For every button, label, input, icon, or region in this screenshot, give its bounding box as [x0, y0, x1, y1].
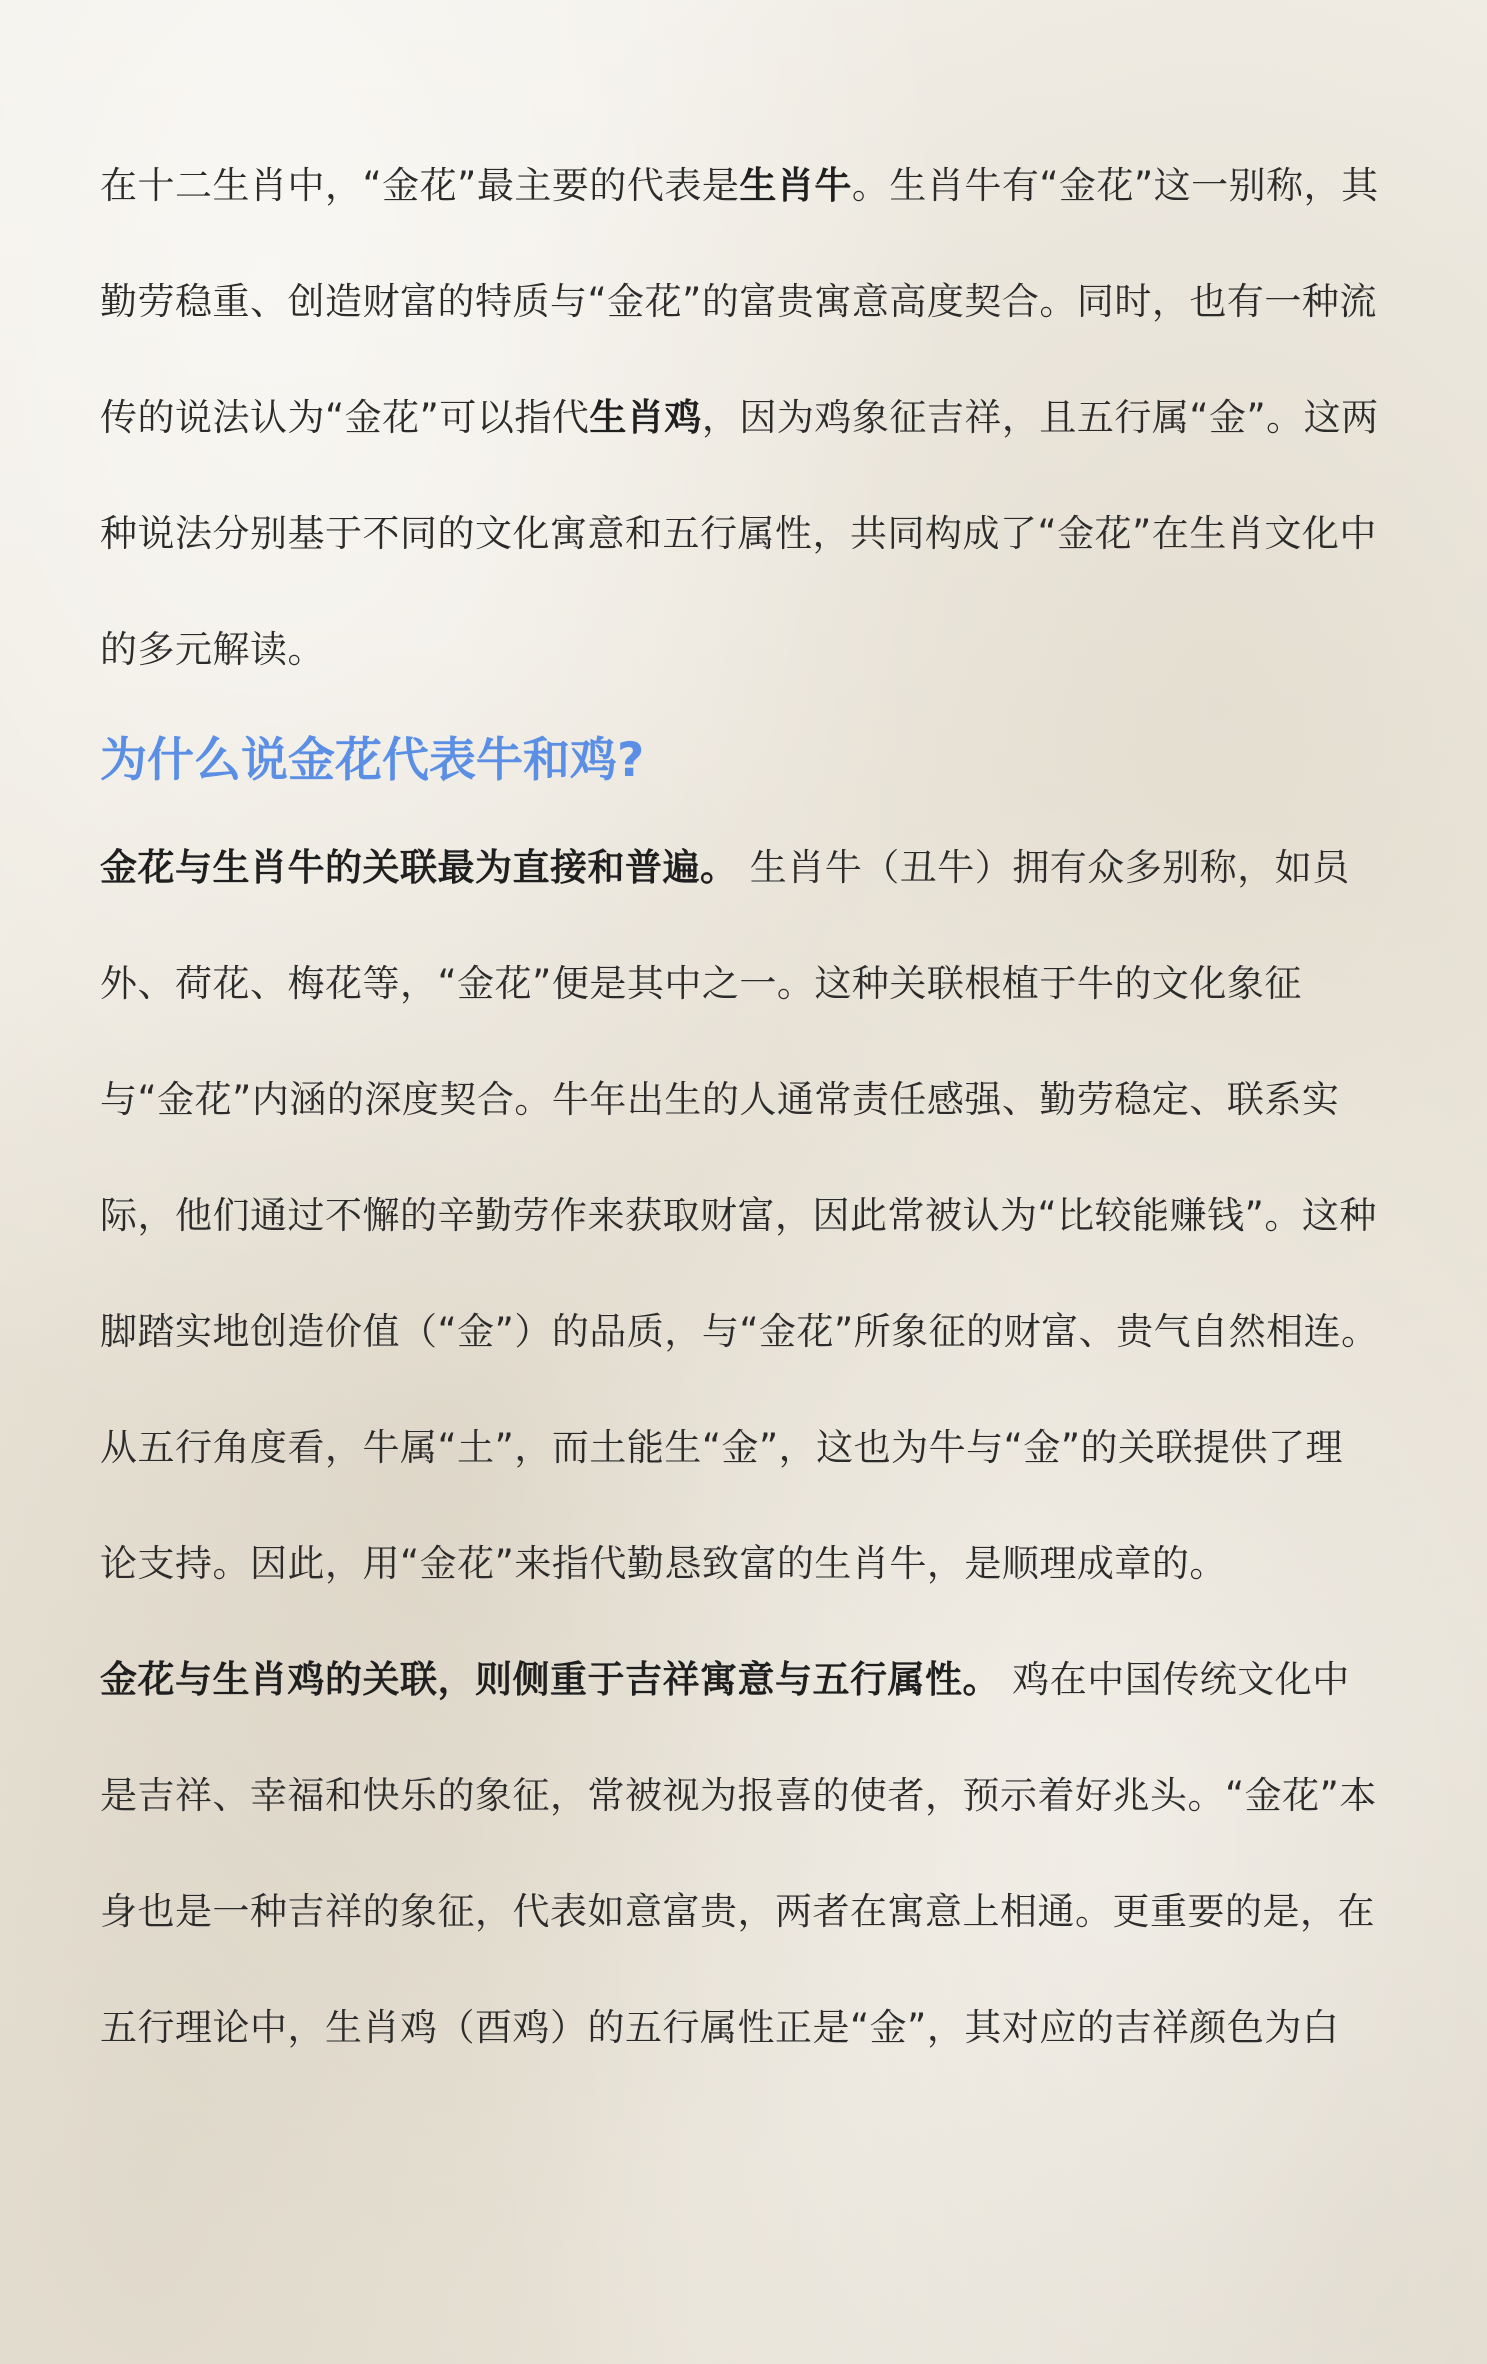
rooster-body: 鸡在中国传统文化中是吉祥、幸福和快乐的象征，常被视为报喜的使者，预示着好兆头。“金花”本身也是一种吉祥的象征，代表如意富贵，两者在寓意上相通。更重要的是，在五行理论中，生肖鸡（酉鸡）的五行属性正是“金”，其对应的吉祥颜色为白 [100, 1658, 1377, 2049]
intro-bold-ox: 生肖牛 [739, 164, 852, 207]
ox-body: 生肖牛（丑牛）拥有众多别称，如员外、荷花、梅花等，“金花”便是其中之一。这种关联根植于牛的文化象征与“金花”内涵的深度契合。牛年出生的人通常责任感强、勤劳稳定、联系实际，他们通过不懈的辛勤劳作来获取财富，因此常被认为“比较能赚钱”。这种脚踏实地创造价值（“金”）的品质，与“金花”所象征的财富、贵气自然相连。从五行角度看，牛属“土”，而土能生“金”，这也为牛与“金”的关联提供了理论支持。因此，用“金花”来指代勤恳致富的生肖牛，是顺理成章的。 [100, 846, 1379, 1585]
rooster-paragraph [100, 1622, 1380, 2086]
intro-text-1: 在十二生肖中，“金花”最主要的代表是 [100, 164, 740, 207]
article-body [100, 128, 1380, 2086]
ox-paragraph [100, 810, 1380, 1622]
intro-bold-rooster: 生肖鸡 [589, 396, 702, 439]
intro-text-3: ，因为鸡象征吉祥，且五行属“金”。这两种说法分别基于不同的文化寓意和五行属性，共同构成了“金花”在生肖文化中的多元解读。 [100, 396, 1379, 671]
intro-text-2: 。生肖牛有“金花”这一别称，其勤劳稳重、创造财富的特质与“金花”的富贵寓意高度契合。同时，也有一种流传的说法认为“金花”可以指代 [100, 164, 1379, 439]
rooster-lead: 金花与生肖鸡的关联，则侧重于吉祥寓意与五行属性。 [100, 1658, 1000, 1701]
ox-lead: 金花与生肖牛的关联最为直接和普遍。 [100, 846, 738, 889]
section-heading: 为什么说金花代表牛和鸡? [100, 733, 645, 788]
intro-paragraph [100, 128, 1380, 708]
